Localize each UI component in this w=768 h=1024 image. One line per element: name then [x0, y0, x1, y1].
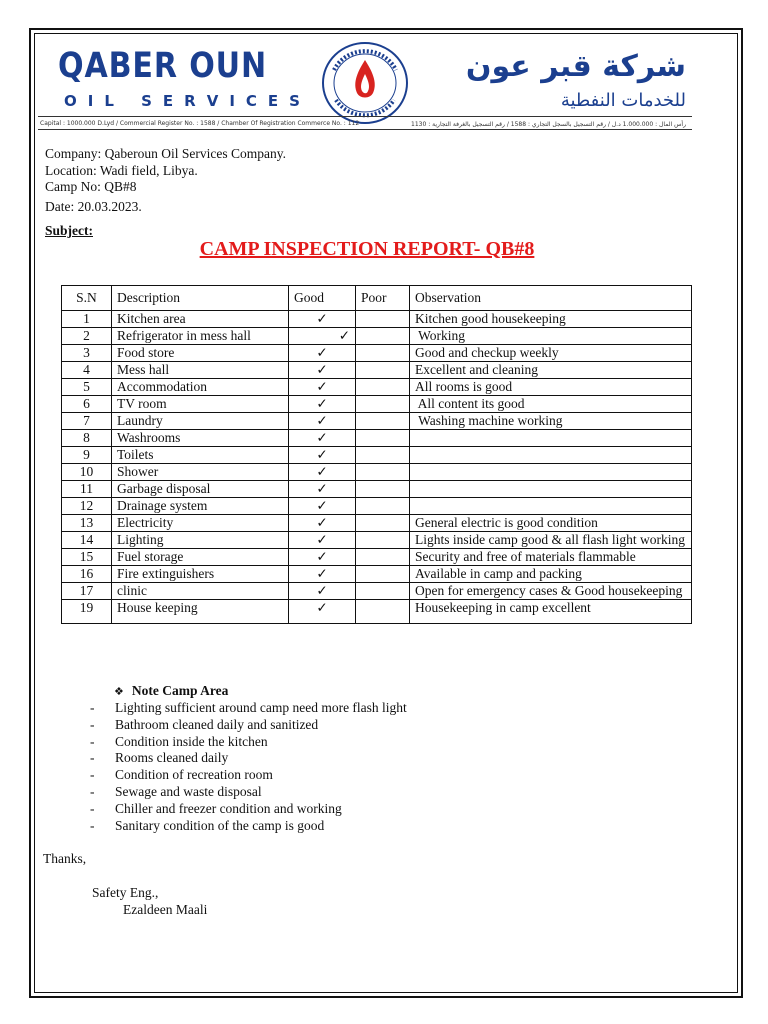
letterhead-rule-top [38, 116, 692, 117]
row-observation: General electric is good condition [410, 515, 692, 532]
row-description: Kitchen area [112, 311, 289, 328]
table-row [62, 362, 692, 379]
signatory-name: Ezaldeen Maali [123, 902, 208, 917]
note-text: Lighting sufficient around camp need more flash light [115, 700, 407, 715]
row-good-check: ✓ [289, 328, 356, 345]
registration-info-en: Capital : 1000.000 D.Lyd / Commercial Register No. : 1588 / Chamber Of Registration Commerce No. : 112 [40, 120, 360, 127]
row-good-check: ✓ [289, 515, 356, 532]
row-poor [356, 498, 410, 515]
row-sn: 17 [62, 583, 112, 600]
letterhead-rule-bottom [38, 129, 692, 130]
row-description: Laundry [112, 413, 289, 430]
dash-bullet: - [90, 800, 95, 816]
row-description: Drainage system [112, 498, 289, 515]
row-observation [410, 464, 692, 481]
dash-bullet: - [90, 767, 95, 783]
list-item [90, 801, 407, 818]
registration-info-ar: رأس المال : 1.000.000 د.ل / رقم التسجيل بالسجل التجاري : 1588 / رقم التسجيل بالغرفة التجارية : 1130 [411, 121, 686, 128]
row-good-check: ✓ [289, 447, 356, 464]
report-date: Date: 20.03.2023. [45, 199, 142, 214]
row-observation: Excellent and cleaning [410, 362, 692, 379]
table-row [62, 379, 692, 396]
table-row [62, 532, 692, 549]
row-poor [356, 600, 410, 624]
row-description: Refrigerator in mess hall [112, 328, 289, 345]
row-description: Fire extinguishers [112, 566, 289, 583]
row-poor [356, 345, 410, 362]
header-description: Description [112, 286, 289, 311]
row-poor [356, 430, 410, 447]
company-subtitle-ar: للخدمات النفطية [560, 90, 686, 111]
row-sn: 2 [62, 328, 112, 345]
row-observation [410, 430, 692, 447]
table-row [62, 447, 692, 464]
dash-bullet: - [90, 700, 95, 715]
dash-bullet: - [90, 733, 95, 749]
row-good-check: ✓ [289, 362, 356, 379]
company-name-en: QABER OUN [58, 46, 268, 86]
list-item [90, 784, 407, 801]
row-good-check: ✓ [289, 566, 356, 583]
row-description: Fuel storage [112, 549, 289, 566]
row-poor [356, 328, 410, 345]
report-title: CAMP INSPECTION REPORT- QB#8 [199, 238, 535, 260]
row-poor [356, 413, 410, 430]
notes-list [90, 700, 407, 834]
table-header-row [62, 286, 692, 311]
company-name-ar: شركة قبر عون [465, 49, 686, 84]
row-observation: All rooms is good [410, 379, 692, 396]
table-row [62, 328, 692, 345]
row-good-check: ✓ [289, 532, 356, 549]
list-item [90, 717, 407, 734]
row-good-check: ✓ [289, 430, 356, 447]
table-row [62, 498, 692, 515]
table-row [62, 464, 692, 481]
row-poor [356, 447, 410, 464]
row-description: Shower [112, 464, 289, 481]
row-sn: 12 [62, 498, 112, 515]
row-observation: Security and free of materials flammable [410, 549, 692, 566]
row-good-check: ✓ [289, 549, 356, 566]
row-description: Electricity [112, 515, 289, 532]
note-text: Sewage and waste disposal [115, 783, 262, 799]
row-poor [356, 549, 410, 566]
row-sn: 1 [62, 311, 112, 328]
signatory-role: Safety Eng., [92, 885, 159, 900]
header-observation: Observation [410, 286, 692, 311]
row-good-check: ✓ [289, 464, 356, 481]
row-observation [410, 498, 692, 515]
company-logo-english [58, 46, 311, 110]
row-observation: Lights inside camp good & all flash light working [410, 532, 692, 549]
report-header-info [45, 146, 286, 196]
row-observation: Washing machine working [410, 413, 692, 430]
row-observation: Open for emergency cases & Good housekeeping [410, 583, 692, 600]
notes-title: Note Camp Area [131, 683, 229, 698]
row-description: Toilets [112, 447, 289, 464]
row-observation: Working [410, 328, 692, 345]
table-row [62, 549, 692, 566]
note-text: Condition inside the kitchen [115, 733, 268, 749]
row-sn: 13 [62, 515, 112, 532]
row-sn: 19 [62, 600, 112, 624]
row-description: Washrooms [112, 430, 289, 447]
company-subtitle-en: OIL SERVICES [64, 92, 311, 110]
row-poor [356, 583, 410, 600]
row-good-check: ✓ [289, 311, 356, 328]
location-line: Location: Wadi field, Libya. [45, 162, 198, 178]
row-good-check: ✓ [289, 379, 356, 396]
row-good-check: ✓ [289, 481, 356, 498]
row-sn: 10 [62, 464, 112, 481]
row-good-check: ✓ [289, 345, 356, 362]
row-sn: 16 [62, 566, 112, 583]
row-sn: 14 [62, 532, 112, 549]
table-row [62, 583, 692, 600]
note-text: Sanitary condition of the camp is good [115, 817, 325, 833]
row-description: clinic [112, 583, 289, 600]
diamond-bullet-icon: ❖ [114, 685, 124, 698]
list-item [90, 767, 407, 784]
row-description: House keeping [112, 600, 289, 624]
company-line: Company: Qaberoun Oil Services Company. [45, 146, 286, 161]
row-observation [410, 447, 692, 464]
dash-bullet: - [90, 817, 95, 833]
list-item [90, 818, 407, 835]
row-observation [410, 481, 692, 498]
row-poor [356, 481, 410, 498]
row-description: Garbage disposal [112, 481, 289, 498]
row-good-check: ✓ [289, 396, 356, 413]
note-text: Rooms cleaned daily [115, 750, 229, 766]
dash-bullet: - [90, 750, 95, 766]
company-logo-arabic [466, 50, 686, 111]
note-text: Chiller and freezer condition and working [115, 800, 342, 816]
row-sn: 6 [62, 396, 112, 413]
table-row [62, 481, 692, 498]
notes-heading [114, 683, 228, 699]
table-row [62, 515, 692, 532]
dash-bullet: - [90, 716, 95, 732]
camp-number-line: Camp No: QB#8 [45, 179, 137, 194]
row-poor [356, 379, 410, 396]
note-text: Bathroom cleaned daily and sanitized [115, 716, 319, 732]
row-poor [356, 396, 410, 413]
header-good: Good [289, 286, 356, 311]
table-row [62, 600, 692, 624]
header-poor: Poor [356, 286, 410, 311]
list-item [90, 750, 407, 767]
row-sn: 4 [62, 362, 112, 379]
row-observation: Housekeeping in camp excellent [410, 600, 692, 624]
row-description: TV room [112, 396, 289, 413]
inspection-table [61, 285, 692, 624]
table-row [62, 430, 692, 447]
row-sn: 15 [62, 549, 112, 566]
company-seal-logo [320, 40, 410, 126]
row-observation: Available in camp and packing [410, 566, 692, 583]
row-observation: Kitchen good housekeeping [410, 311, 692, 328]
row-sn: 9 [62, 447, 112, 464]
list-item [90, 734, 407, 751]
table-row [62, 311, 692, 328]
row-sn: 8 [62, 430, 112, 447]
row-poor [356, 515, 410, 532]
row-poor [356, 532, 410, 549]
row-good-check: ✓ [289, 583, 356, 600]
row-sn: 7 [62, 413, 112, 430]
table-row [62, 396, 692, 413]
note-text: Condition of recreation room [115, 767, 273, 783]
row-good-check: ✓ [289, 413, 356, 430]
row-sn: 11 [62, 481, 112, 498]
table-row [62, 566, 692, 583]
list-item [90, 700, 407, 717]
dash-bullet: - [90, 783, 95, 799]
closing-thanks: Thanks, [43, 851, 87, 866]
row-sn: 3 [62, 345, 112, 362]
row-description: Mess hall [112, 362, 289, 379]
row-good-check: ✓ [289, 498, 356, 515]
subject-label: Subject: [45, 223, 93, 238]
row-poor [356, 566, 410, 583]
row-poor [356, 311, 410, 328]
row-description: Food store [112, 345, 289, 362]
row-sn: 5 [62, 379, 112, 396]
row-good-check: ✓ [289, 600, 356, 624]
row-poor [356, 362, 410, 379]
row-observation: All content its good [410, 396, 692, 413]
row-description: Lighting [112, 532, 289, 549]
table-row [62, 345, 692, 362]
row-poor [356, 464, 410, 481]
table-row [62, 413, 692, 430]
header-sn: S.N [62, 286, 112, 311]
row-observation: Good and checkup weekly [410, 345, 692, 362]
row-description: Accommodation [112, 379, 289, 396]
